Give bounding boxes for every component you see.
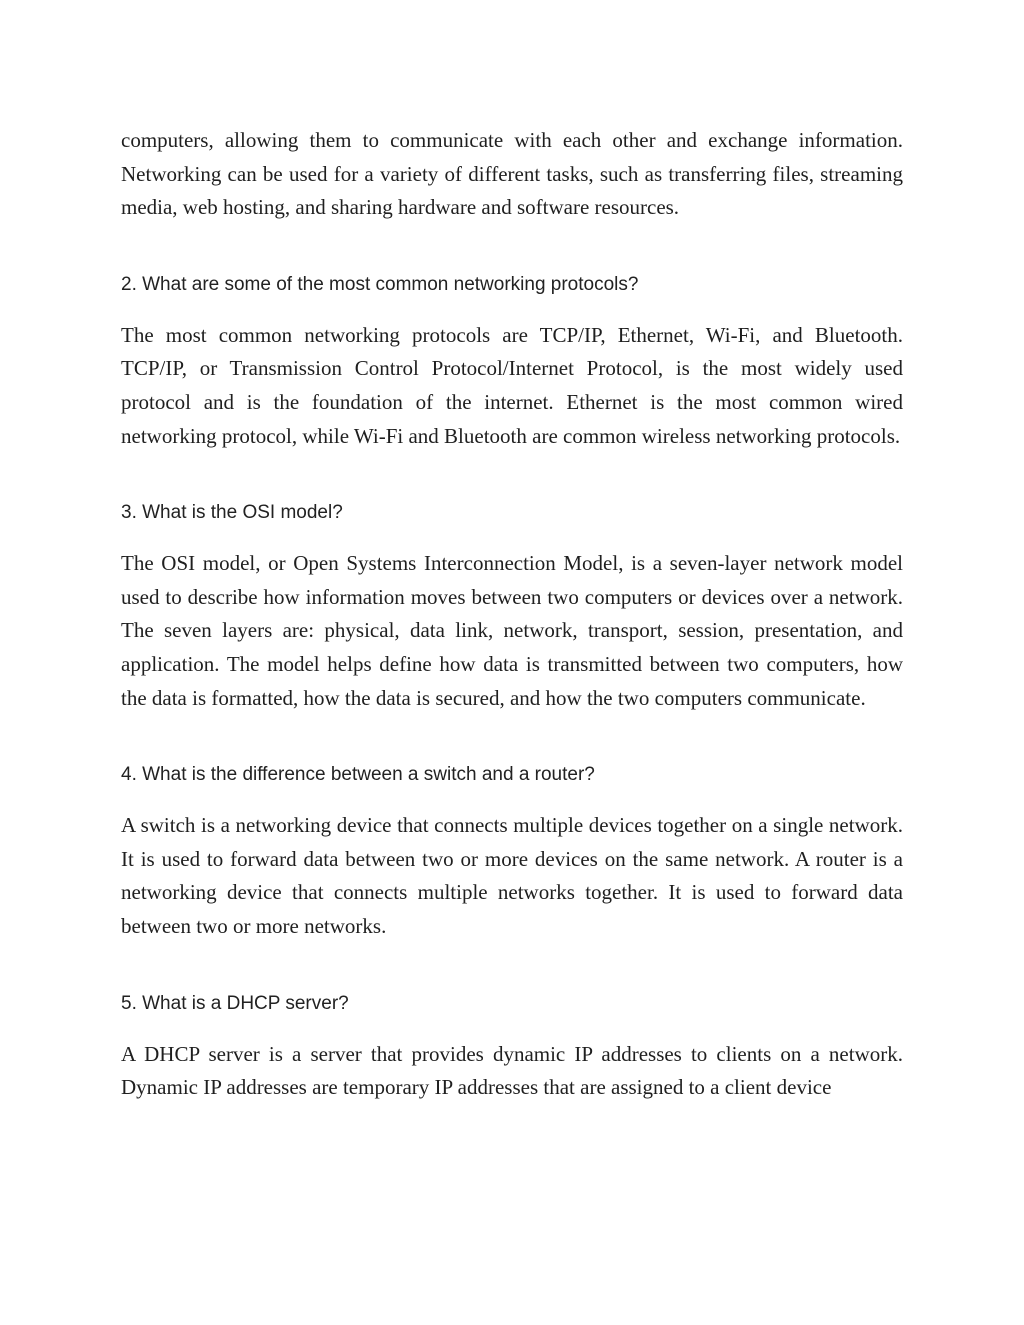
document-page — [121, 124, 903, 1105]
intro-paragraph: computers, allowing them to communicate with each other and exchange information. Networking can be used for a variety of different tasks, such as transferring files, streaming media, web hosting, and sharing hardware and software resources. — [121, 128, 903, 220]
question-heading: 5. What is a DHCP server? — [121, 992, 349, 1014]
answer-paragraph: A DHCP server is a server that provides dynamic IP addresses to clients on a network. Dynamic IP addresses are temporary IP addresses that are assigned to a client device — [121, 1041, 903, 1100]
answer-paragraph: The most common networking protocols are TCP/IP, Ethernet, Wi-Fi, and Bluetooth. TCP/IP, or Transmission Control Protocol/Internet Protocol, is the most widely used protocol and is the foundation of the internet. Ethernet is the most common wired networking protocol, while Wi-Fi and Bluetooth are common wireless networking protocols. — [121, 322, 903, 448]
question-heading: 3. What is the OSI model? — [121, 502, 343, 524]
answer-paragraph: The OSI model, or Open Systems Interconnection Model, is a seven-layer network model used to describe how information moves between two computers or devices over a network. The seven layers are: physical, data link, network, transport, session, presentation, and application. The model helps define how data is transmitted between two computers, how the data is formatted, how the data is secured, and how the two computers communicate. — [121, 551, 903, 710]
answer-paragraph: A switch is a networking device that connects multiple devices together on a single network. It is used to forward data between two or more devices on the same network. A router is a networking device that connects multiple networks together. It is used to forward data between two or more networks. — [121, 813, 903, 938]
question-heading: 4. What is the difference between a switch and a router? — [121, 764, 595, 786]
question-heading: 2. What are some of the most common networking protocols? — [121, 273, 639, 295]
